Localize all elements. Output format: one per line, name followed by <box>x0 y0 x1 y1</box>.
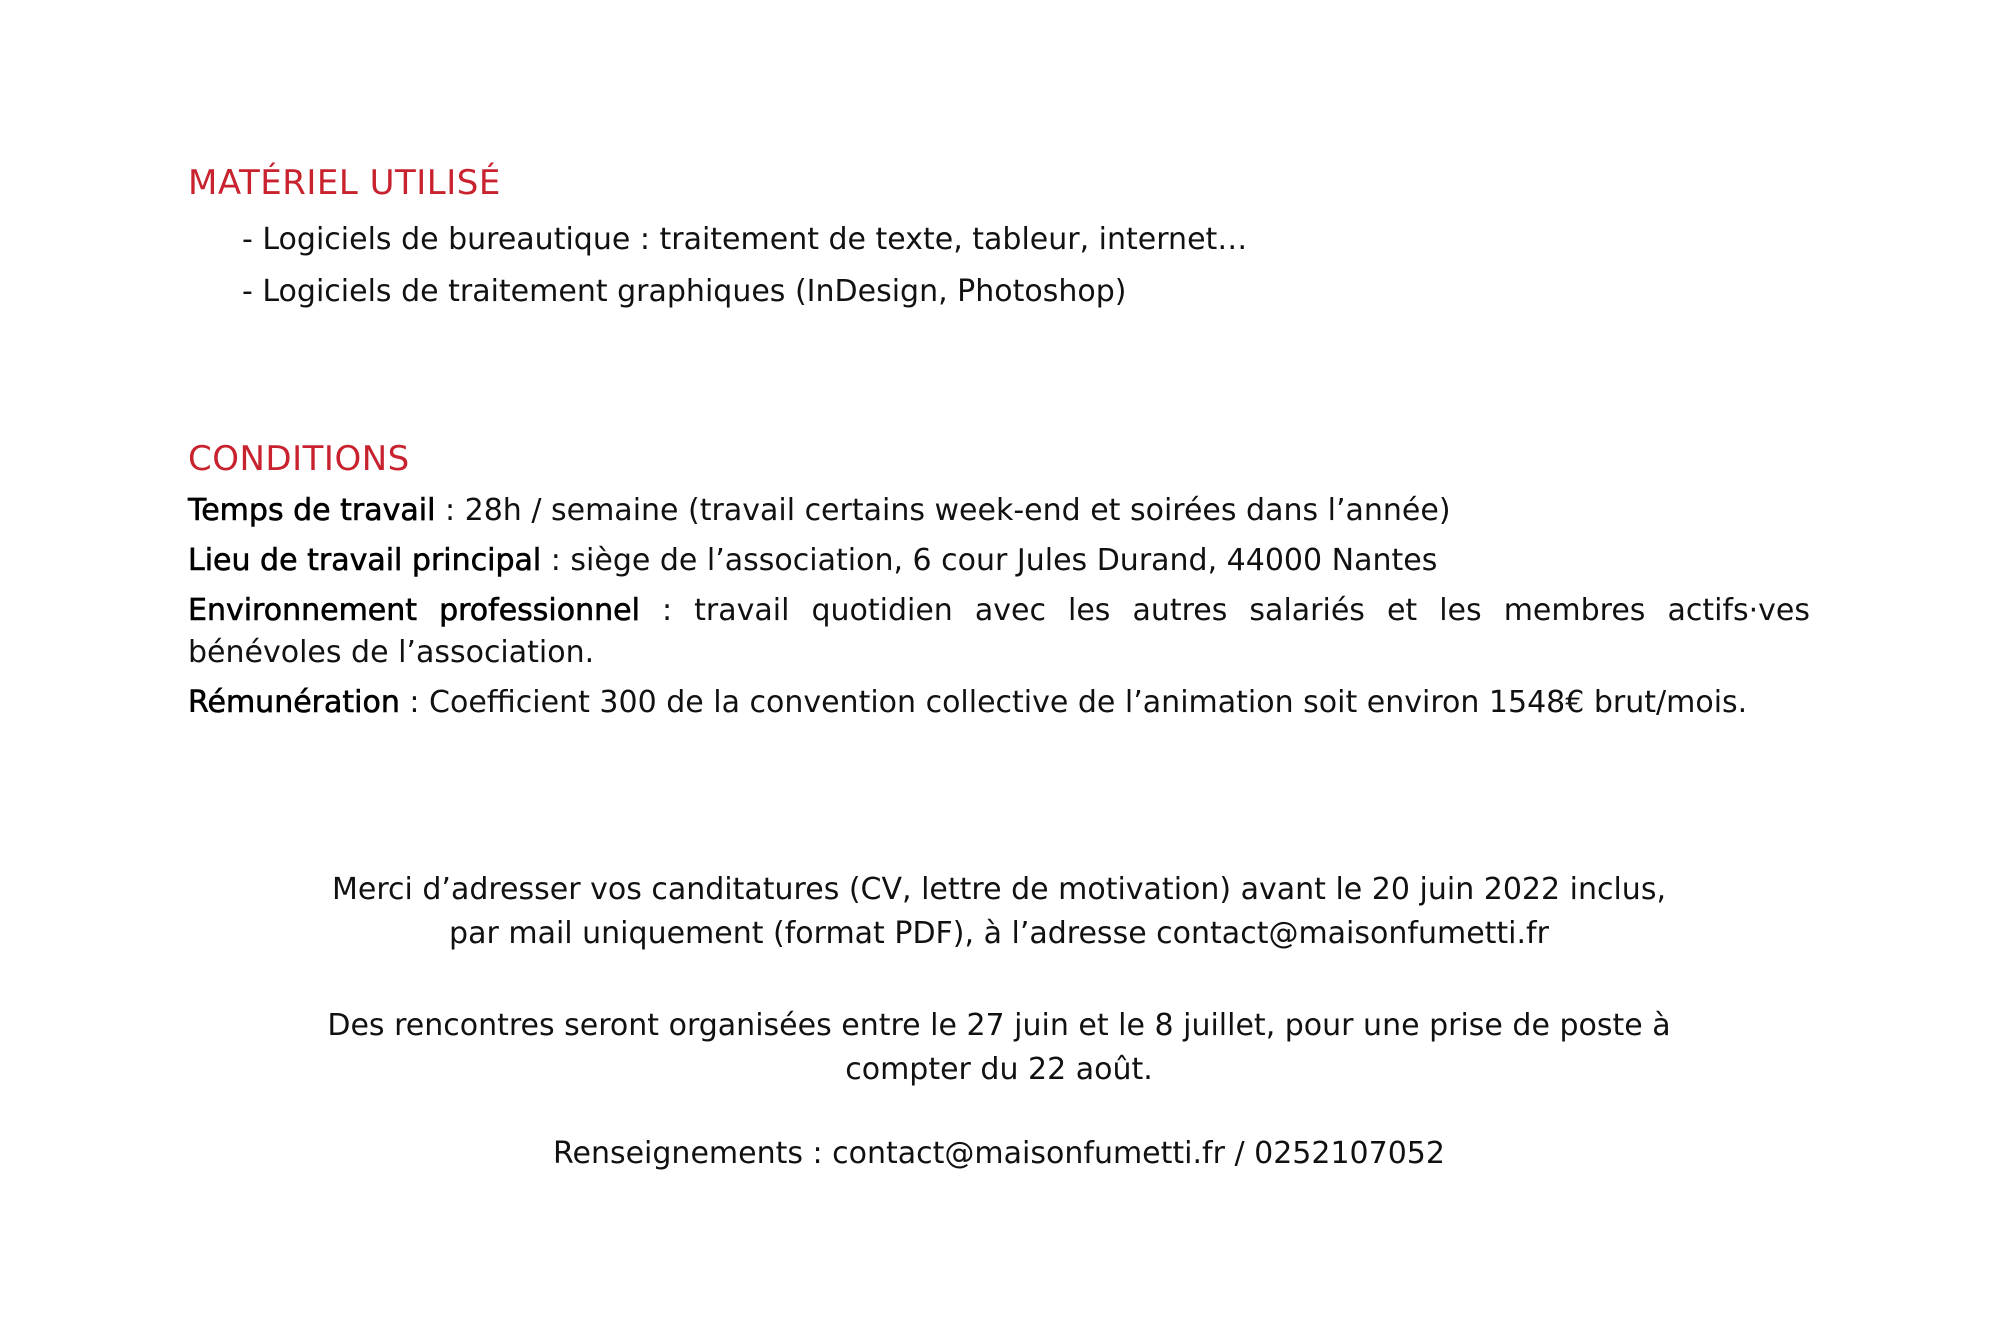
condition-label: Environnement professionnel <box>188 593 640 628</box>
condition-text: : travail quotidien avec les autres salariés et les membres actifs·ves bénévoles de l’association. <box>188 593 1810 670</box>
section-title-conditions: CONDITIONS <box>188 439 410 479</box>
apply-line-1: Merci d’adresser vos canditatures (CV, lettre de motivation) avant le 20 juin 2022 inclus, <box>331 872 1666 907</box>
condition-row <box>188 682 1810 724</box>
section-conditions <box>188 436 1810 724</box>
section-title-materiel: MATÉRIEL UTILISÉ <box>188 163 501 203</box>
main-content <box>188 160 1810 724</box>
condition-label: Rémunération <box>188 685 400 720</box>
condition-row <box>188 490 1810 532</box>
meet-line-2: compter du 22 août. <box>845 1052 1153 1087</box>
meet-line-1: Des rencontres seront organisées entre le 27 juin et le 8 juillet, pour une prise de poste à <box>327 1008 1671 1043</box>
condition-text: : Coefficient 300 de la convention collective de l’animation soit environ 1548€ brut/mois. <box>399 685 1748 720</box>
condition-row <box>188 540 1810 582</box>
condition-label: Lieu de travail principal <box>188 543 542 578</box>
meeting-info <box>188 1004 1810 1092</box>
application-instructions <box>188 868 1810 956</box>
list-item: - Logiciels de bureautique : traitement de texte, tableur, internet… <box>242 222 1248 257</box>
section-materiel <box>188 160 1810 318</box>
condition-text: : 28h / semaine (travail certains week-end et soirées dans l’année) <box>435 493 1451 528</box>
condition-text: : siège de l’association, 6 cour Jules Durand, 44000 Nantes <box>541 543 1438 578</box>
condition-row <box>188 590 1810 674</box>
materiel-list <box>188 214 1810 318</box>
apply-line-2: par mail uniquement (format PDF), à l’adresse contact@maisonfumetti.fr <box>449 916 1549 951</box>
contact-info <box>188 1132 1810 1176</box>
list-item: - Logiciels de traitement graphiques (InDesign, Photoshop) <box>242 274 1127 309</box>
condition-label: Temps de travail <box>188 493 436 528</box>
contact-line: Renseignements : contact@maisonfumetti.fr / 0252107052 <box>553 1136 1445 1171</box>
